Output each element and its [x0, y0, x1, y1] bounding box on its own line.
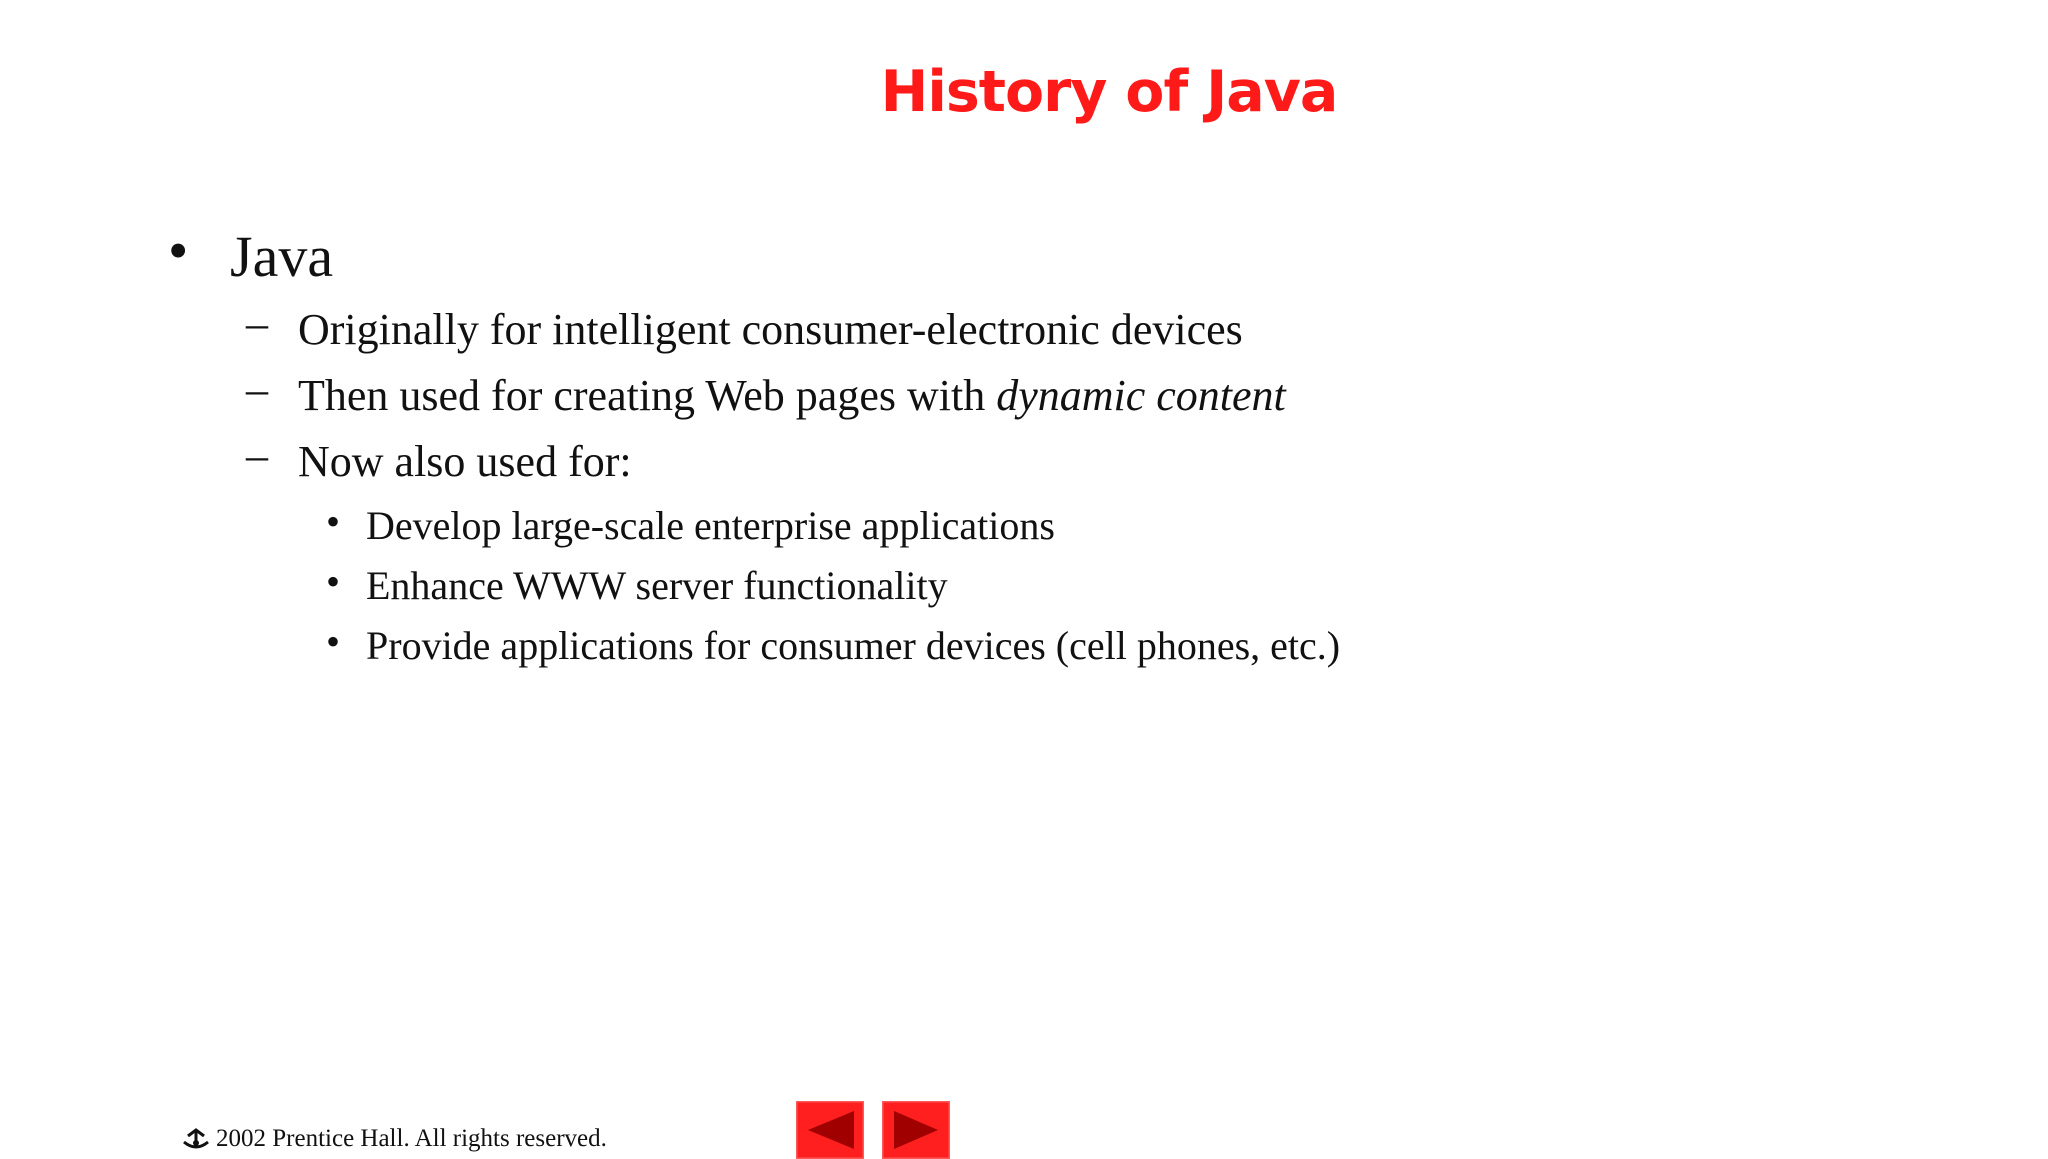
sub-item-web-pages-text: Then used for creating Web pages with — [298, 371, 997, 420]
next-slide-button[interactable] — [882, 1101, 950, 1159]
dash-marker: – — [246, 365, 268, 414]
footer-copyright — [182, 1126, 607, 1155]
bullet-marker: • — [326, 559, 341, 604]
sub-sub-item-consumer-devices: Provide applications for consumer devices (cell phones, etc.) — [366, 623, 1341, 668]
sub-item-web-pages — [298, 371, 1286, 420]
dynamic-content-emphasis: dynamic content — [996, 371, 1286, 420]
previous-slide-button[interactable] — [796, 1101, 864, 1159]
left-triangle-icon — [796, 1101, 864, 1159]
slide-title: History of Java — [880, 59, 1338, 125]
dash-marker: – — [246, 431, 268, 480]
copyright-logo-icon — [182, 1128, 210, 1155]
copyright-text: 2002 Prentice Hall. All rights reserved. — [216, 1125, 607, 1152]
sub-item-now-also: Now also used for: — [298, 437, 632, 486]
right-triangle-icon — [882, 1101, 950, 1159]
dash-marker: – — [246, 299, 268, 348]
bullet-marker: • — [168, 218, 189, 283]
sub-sub-item-www-server: Enhance WWW server functionality — [366, 563, 948, 608]
bullet-marker: • — [326, 619, 341, 664]
sub-sub-item-enterprise: Develop large-scale enterprise applications — [366, 503, 1055, 548]
sub-item-originally: Originally for intelligent consumer-electronic devices — [298, 305, 1243, 354]
bullet-marker: • — [326, 499, 341, 544]
bullet-item-java: Java — [230, 224, 334, 289]
